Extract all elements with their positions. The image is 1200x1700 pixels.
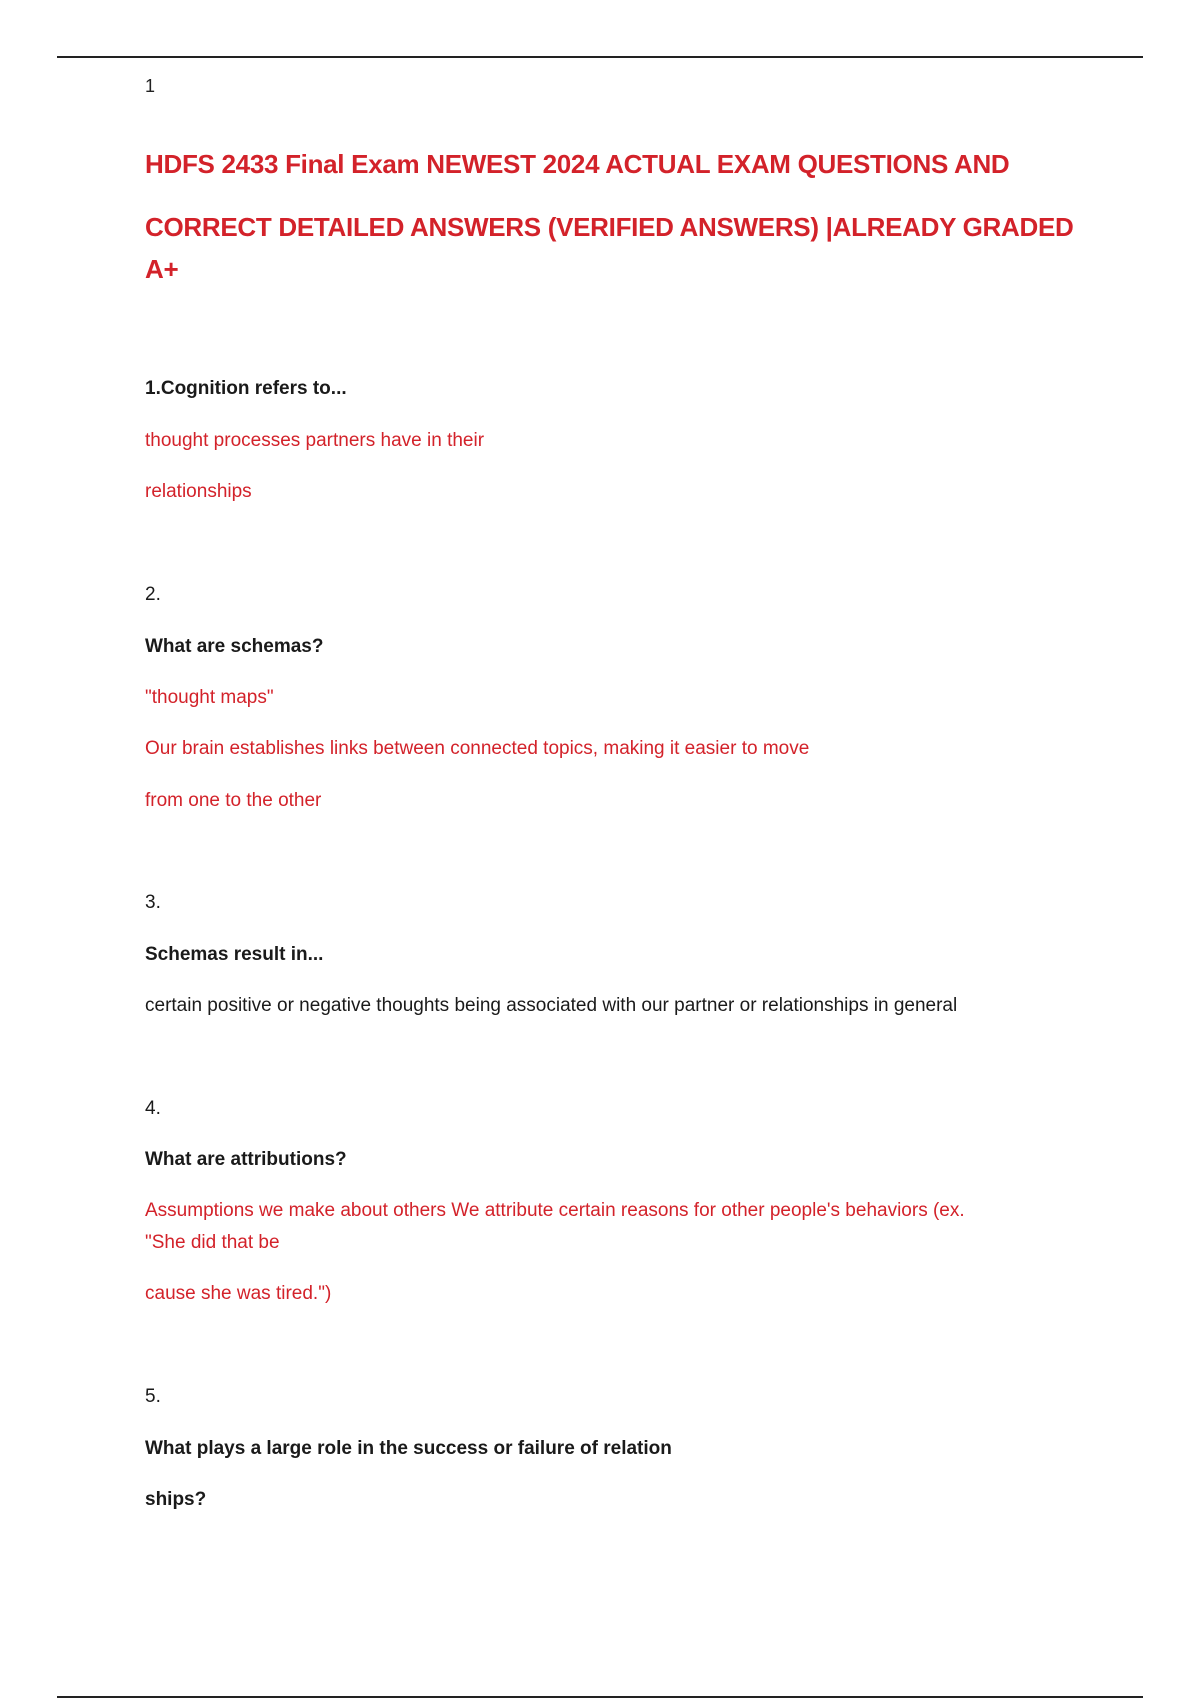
- document-title-line-3: A+: [145, 254, 179, 284]
- document-title-line-1: HDFS 2433 Final Exam NEWEST 2024 ACTUAL EXAM QUESTIONS AND: [145, 149, 1010, 179]
- answer-2-line-1: "thought maps": [145, 687, 274, 708]
- footer-rule: [57, 1696, 1143, 1698]
- answer-4-line-1: Assumptions we make about others We attribute certain reasons for other people's behaviors (ex.: [145, 1200, 965, 1221]
- question-2: What are schemas?: [145, 636, 324, 657]
- page-number: 1: [145, 76, 156, 96]
- question-4: What are attributions?: [145, 1149, 347, 1170]
- answer-1-line-1: thought processes partners have in their: [145, 430, 485, 451]
- question-5-line-2: ships?: [145, 1489, 207, 1510]
- answer-2-line-2: Our brain establishes links between connected topics, making it easier to move: [145, 738, 810, 759]
- answer-1-line-2: relationships: [145, 481, 252, 502]
- answer-2-line-3: from one to the other: [145, 790, 322, 811]
- answer-3-line-1: certain positive or negative thoughts being associated with our partner or relationships in general: [145, 995, 958, 1016]
- question-1: 1.Cognition refers to...: [145, 378, 347, 399]
- document-title-line-2: CORRECT DETAILED ANSWERS (VERIFIED ANSWERS) |ALREADY GRADED: [145, 212, 1074, 242]
- question-4-number: 4.: [145, 1098, 161, 1119]
- question-3: Schemas result in...: [145, 944, 324, 965]
- question-3-number: 3.: [145, 892, 161, 913]
- question-5-number: 5.: [145, 1386, 161, 1407]
- question-2-number: 2.: [145, 584, 161, 605]
- header-rule: [57, 56, 1143, 58]
- answer-4-line-3: cause she was tired."): [145, 1283, 332, 1304]
- answer-4-line-2: "She did that be: [145, 1232, 280, 1253]
- question-5-line-1: What plays a large role in the success or failure of relation: [145, 1438, 672, 1459]
